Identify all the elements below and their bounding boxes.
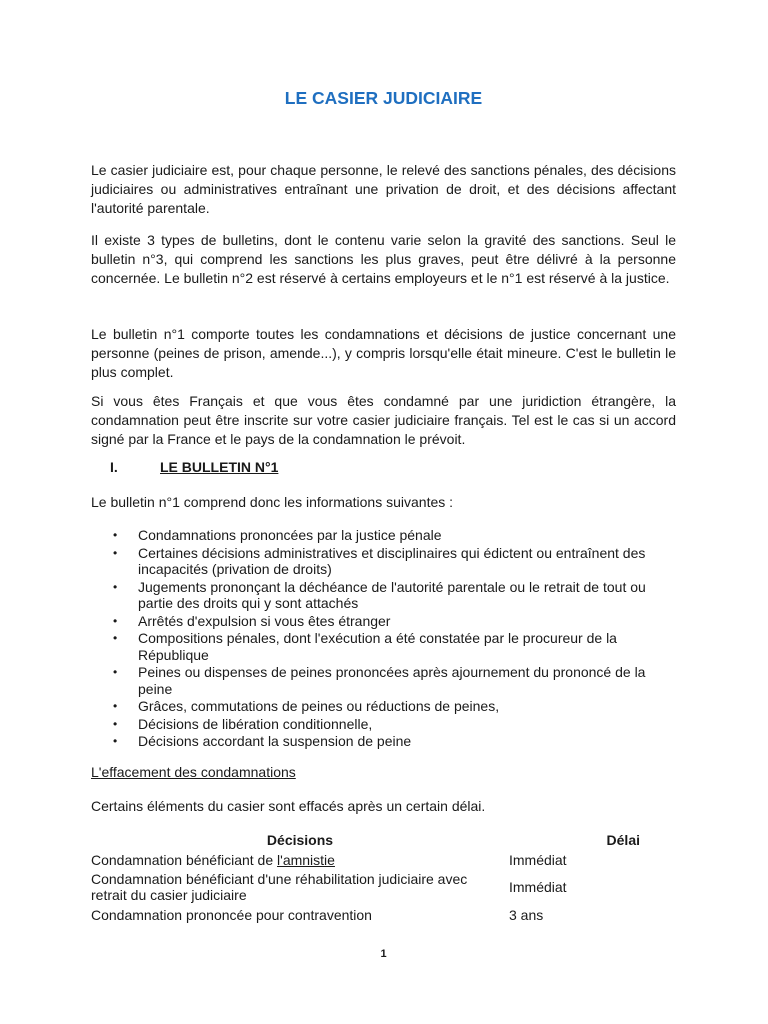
section-label: LE BULLETIN N°1 [160, 459, 279, 475]
table-cell-decision: Condamnation bénéficiant d'une réhabilitation judiciaire avec retrait du casier judiciaire [91, 871, 468, 903]
list-item [91, 613, 676, 630]
bullet-list [91, 527, 676, 751]
paragraph-intro: Le casier judiciaire est, pour chaque personne, le relevé des sanctions pénales, des décisions judiciaires ou administratives entraînant une privation de droit, et des décisions affectant l'autorité parentale. [91, 162, 676, 216]
list-item-text: Décisions accordant la suspension de peine [138, 733, 412, 749]
list-item [91, 698, 676, 715]
document-title: LE CASIER JUDICIAIRE [284, 88, 483, 108]
table-row [91, 850, 676, 869]
column-header-delai: Délai [606, 832, 640, 848]
list-item [91, 716, 676, 733]
column-header-decisions: Décisions [266, 832, 334, 848]
decision-text: Condamnation bénéficiant de [91, 851, 278, 868]
subheading-intro: Certains éléments du casier sont effacés après un certain délai. [91, 798, 486, 814]
list-item-text: Peines ou dispenses de peines prononcées après ajournement du prononcé de la peine [138, 664, 646, 697]
section-number: I. [110, 459, 118, 475]
bullet-icon: • [113, 613, 118, 628]
table-cell-decision: Condamnation prononcée pour contravention [91, 907, 372, 923]
bullet-icon: • [113, 579, 118, 594]
table-cell-delay: Immédiat [509, 851, 567, 868]
table-header-row [91, 830, 676, 850]
list-item [91, 630, 676, 663]
bullet-icon: • [113, 545, 118, 560]
list-item [91, 664, 676, 697]
list-item-text: Condamnations prononcées par la justice pénale [138, 527, 442, 543]
list-item-text: Grâces, commutations de peines ou réductions de peines, [138, 698, 500, 714]
list-item-text: Arrêtés d'expulsion si vous êtes étranger [138, 612, 391, 629]
list-item-text: Compositions pénales, dont l'exécution a été constatée par le procureur de la République [138, 630, 617, 663]
list-item [91, 545, 676, 578]
bullet-icon: • [113, 734, 118, 748]
bullet-icon: • [113, 528, 118, 542]
table-cell-decision [91, 850, 509, 869]
bullet-icon: • [113, 716, 118, 731]
list-item [91, 579, 676, 612]
list-item-text: Certaines décisions administratives et disciplinaires qui édictent ou entraînent des incapacités (privation de droits) [138, 544, 646, 577]
table-cell-delay: Immédiat [509, 879, 567, 895]
bullet-icon: • [113, 665, 118, 679]
paragraph-bulletin-1: Le bulletin n°1 comporte toutes les condamnations et décisions de justice concernant une personne (peines de prison, amende...), y compris lorsqu'elle était mineure. C'est le bulletin le plus complet. [91, 326, 676, 380]
bullet-icon: • [113, 631, 118, 645]
table-row [91, 869, 676, 905]
amnistie-link[interactable]: l'amnistie [277, 851, 335, 868]
section-intro: Le bulletin n°1 comprend donc les informations suivantes : [91, 494, 454, 510]
paragraph-bulletin-types: Il existe 3 types de bulletins, dont le contenu varie selon la gravité des sanctions. Seul le bulletin n°3, qui comprend les sanctions les plus graves, peut être délivré à la personne concernée. Le bulletin n°2 est réservé à certains employeurs et le n°1 est réservé à la justice. [91, 232, 676, 286]
page-number: 1 [380, 948, 387, 960]
section-heading [110, 459, 278, 475]
table-row [91, 905, 676, 925]
subheading-effacement: L'effacement des condamnations [91, 764, 296, 780]
bullet-icon: • [113, 699, 118, 713]
list-item-text: Décisions de libération conditionnelle, [138, 715, 373, 732]
list-item-text: Jugements prononçant la déchéance de l'autorité parentale ou le retrait de tout ou partie des droits qui y sont attachés [138, 578, 646, 611]
list-item [91, 527, 676, 544]
list-item [91, 733, 676, 750]
table-cell-delay: 3 ans [509, 907, 544, 923]
paragraph-foreign-conviction: Si vous êtes Français et que vous êtes condamné par une juridiction étrangère, la condamnation peut être inscrite sur votre casier judiciaire français. Tel est le cas si un accord signé par la France et le pays de la condamnation le prévoit. [91, 393, 676, 447]
delay-table [91, 830, 676, 925]
